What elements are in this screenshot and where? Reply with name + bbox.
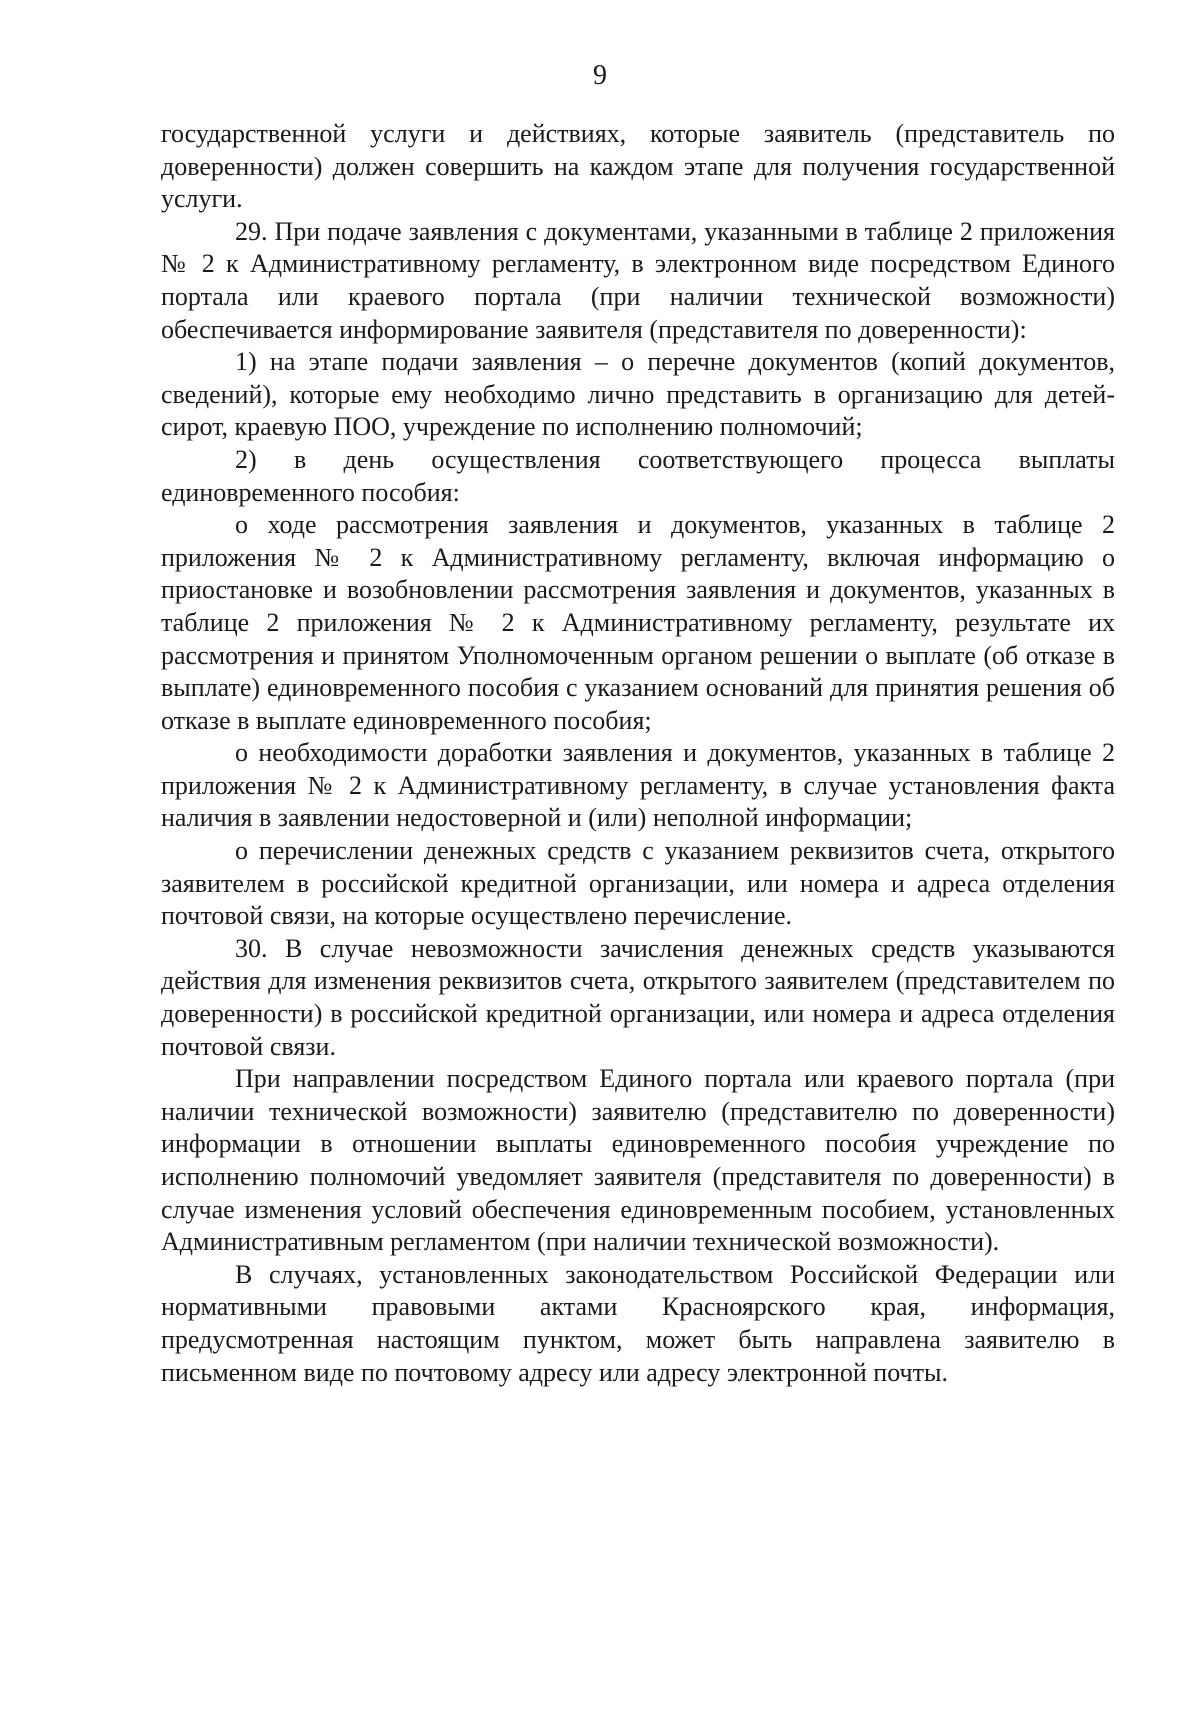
paragraph-review-progress: о ходе рассмотрения заявления и документов, указанных в таблице 2 приложения № 2 к Административному регламенту, включая информацию о приостановке и возобновлении рассмотрения заявления и документов, указанных в таблице 2 приложения № 2 к Административному регламенту, результате их рассмотрения и принятом Уполномоченным органом решении о выплате (об отказе в выплате) единовременного пособия с указанием оснований для принятия решения об отказе в выплате единовременного пособия; bbox=[161, 510, 1115, 735]
document-body bbox=[161, 118, 1115, 1389]
paragraph-subitem-1: 1) на этапе подачи заявления – о перечне документов (копий документов, сведений), которые ему необходимо лично представить в организацию для детей-сирот, краевую ПОО, учреждение по исполнению полномочий; bbox=[161, 347, 1115, 442]
page-number: 9 bbox=[593, 60, 607, 91]
paragraph-portal-notification: При направлении посредством Единого портала или краевого портала (при наличии технической возможности) заявителю (представителю по доверенности) информации в отношении выплаты единовременного пособия учреждение по исполнению полномочий уведомляет заявителя (представителя по доверенности) в случае изменения условий обеспечения единовременным пособием, установленных Административным регламентом (при наличии технической возможности). bbox=[161, 1064, 1115, 1257]
paragraph-funds-transfer: о перечислении денежных средств с указанием реквизитов счета, открытого заявителем в российской кредитной организации, или номера и адреса отделения почтовой связи, на которые осуществлено перечисление. bbox=[161, 836, 1115, 931]
paragraph-continuation: государственной услуги и действиях, которые заявитель (представитель по доверенности) должен совершить на каждом этапе для получения государственной услуги. bbox=[161, 119, 1115, 214]
paragraph-revision-needed: о необходимости доработки заявления и документов, указанных в таблице 2 приложения № 2 к Административному регламенту, в случае установления факта наличия в заявлении недостоверной и (или) неполной информации; bbox=[161, 738, 1115, 833]
paragraph-written-notice: В случаях, установленных законодательством Российской Федерации или нормативными правовыми актами Красноярского края, информация, предусмотренная настоящим пунктом, может быть направлена заявителю в письменном виде по почтовому адресу или адресу электронной почты. bbox=[161, 1259, 1115, 1387]
paragraph-item-29: 29. При подаче заявления с документами, указанными в таблице 2 приложения № 2 к Административному регламенту, в электронном виде посредством Единого портала или краевого портала (при наличии технической возможности) обеспечивается информирование заявителя (представителя по доверенности): bbox=[161, 216, 1115, 344]
paragraph-subitem-2: 2) в день осуществления соответствующего процесса выплаты единовременного пособия: bbox=[161, 444, 1115, 507]
paragraph-item-30: 30. В случае невозможности зачисления денежных средств указываются действия для изменения реквизитов счета, открытого заявителем (представителем по доверенности) в российской кредитной организации, или номера и адреса отделения почтовой связи. bbox=[161, 933, 1115, 1061]
